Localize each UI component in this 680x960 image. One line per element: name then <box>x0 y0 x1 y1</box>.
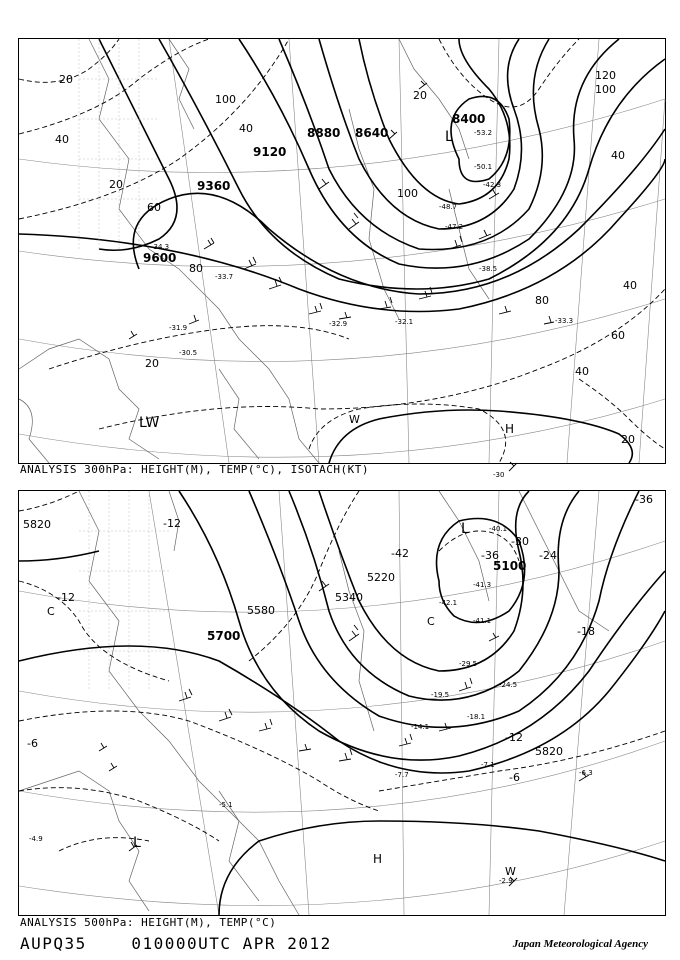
height-label: 5220 <box>367 571 395 584</box>
low-marker: L <box>461 521 469 537</box>
height-label: 5700 <box>207 629 241 643</box>
temperature-value: -31.9 <box>169 324 188 332</box>
chart-code: AUPQ35 <box>20 934 87 953</box>
chart-title-500hpa: ANALYSIS 500hPa: HEIGHT(M), TEMP(°C) <box>20 916 277 929</box>
isotach-label: 80 <box>189 262 203 275</box>
isotach-label: 120 <box>595 69 616 82</box>
temperature-value: -2.9 <box>499 877 513 885</box>
temperature-label: -36 <box>481 549 499 562</box>
isotach-label: 40 <box>575 365 589 378</box>
high-marker: H <box>373 852 383 866</box>
warm-marker: W <box>505 865 516 878</box>
temperature-label: -12 <box>505 731 523 744</box>
temperature-value: -33.3 <box>555 317 574 325</box>
height-label: 5820 <box>535 745 563 758</box>
temperature-label: -24 <box>539 549 557 562</box>
isotach-label: 60 <box>611 329 625 342</box>
chart-id-line <box>20 934 332 953</box>
chart-datetime: 010000UTC APR 2012 <box>131 934 332 953</box>
isotach-label: 80 <box>535 294 549 307</box>
data-grid <box>79 39 159 249</box>
temperature-value: -24.5 <box>499 681 518 689</box>
pressure-systems <box>139 129 514 436</box>
temperature-value: -29.5 <box>459 660 478 668</box>
isotach-label: 60 <box>147 201 161 214</box>
temperature-value: -30 <box>493 471 505 479</box>
isotach-label: 20 <box>109 178 123 191</box>
temperature-value: -33.7 <box>215 273 234 281</box>
high-contour <box>329 410 632 463</box>
map-500hpa-panel <box>18 490 666 916</box>
cold-marker: C <box>427 615 435 628</box>
warm-marker: W <box>349 413 360 426</box>
temperature-label: -18 <box>577 625 595 638</box>
temperature-label: -12 <box>57 591 75 604</box>
temperature-value: -7.7 <box>395 771 409 779</box>
temperature-value: -6.3 <box>579 769 593 777</box>
height-label: 5340 <box>335 591 363 604</box>
height-label: 8400 <box>452 112 486 126</box>
height-label: 9600 <box>143 251 177 265</box>
height-label: 9360 <box>197 179 231 193</box>
low-marker: L <box>133 835 141 851</box>
temperature-label: -36 <box>635 493 653 506</box>
temperature-value: -19.5 <box>431 691 450 699</box>
cold-marker: C <box>47 605 55 618</box>
coastlines <box>19 39 489 463</box>
temperature-value: -42.1 <box>439 599 458 607</box>
map-500hpa <box>19 491 665 915</box>
isotach-label: 40 <box>611 149 625 162</box>
height-label: 5820 <box>23 518 51 531</box>
temperature-value: -7.1 <box>481 761 495 769</box>
temperature-value: -32.1 <box>395 318 414 326</box>
height-contours <box>19 491 665 773</box>
chart-title-300hpa: ANALYSIS 300hPa: HEIGHT(M), TEMP(°C), ISOTACH(KT) <box>20 463 370 476</box>
height-label: 9120 <box>253 145 287 159</box>
height-label: 5100 <box>493 559 527 573</box>
low-marker: LW <box>139 415 160 431</box>
temperature-value: -5.1 <box>219 801 233 809</box>
temperature-label: -30 <box>511 535 529 548</box>
temperature-value: -32.9 <box>329 320 348 328</box>
temperature-value: -14.1 <box>411 723 430 731</box>
temperature-label: -12 <box>163 517 181 530</box>
high-marker: H <box>505 422 515 436</box>
isotach-label: 20 <box>621 433 635 446</box>
temperature-value: -40.1 <box>489 525 508 533</box>
temperature-value: -48.7 <box>439 203 458 211</box>
temperature-label: -42 <box>391 547 409 560</box>
low-marker: L <box>445 129 453 145</box>
isotach-label: 100 <box>397 187 418 200</box>
isotach-label: 20 <box>59 73 73 86</box>
temperature-value: -38.5 <box>479 265 498 273</box>
height-label: 5580 <box>247 604 275 617</box>
temperature-value: -41.3 <box>473 581 492 589</box>
data-grid <box>79 491 169 691</box>
temperature-value: -47.2 <box>445 223 464 231</box>
height-labels <box>143 112 485 265</box>
isotach-label: 100 <box>215 93 236 106</box>
agency-credit: Japan Meteorological Agency <box>512 938 648 950</box>
temperature-value: -41.1 <box>473 617 492 625</box>
height-label: 8640 <box>355 126 389 140</box>
isotach-label: 100 <box>595 83 616 96</box>
temperature-value: -42.3 <box>483 181 502 189</box>
temperature-value: -4.9 <box>29 835 43 843</box>
temperature-value: -53.2 <box>474 129 493 137</box>
temperature-value: -18.1 <box>467 713 486 721</box>
temperature-value: -50.1 <box>474 163 493 171</box>
isotach-label: 20 <box>145 357 159 370</box>
isotach-label: 40 <box>55 133 69 146</box>
temperature-contours <box>19 491 665 851</box>
isotach-label: 20 <box>413 89 427 102</box>
height-label: 8880 <box>307 126 341 140</box>
height-contours <box>19 39 665 312</box>
isotach-label: 40 <box>239 122 253 135</box>
temperature-value: -30.5 <box>179 349 198 357</box>
temperature-label: -6 <box>509 771 520 784</box>
temperature-label: -6 <box>27 737 38 750</box>
temperature-value: -34.3 <box>151 243 170 251</box>
isotach-label: 40 <box>623 279 637 292</box>
outer-contour <box>219 821 665 915</box>
